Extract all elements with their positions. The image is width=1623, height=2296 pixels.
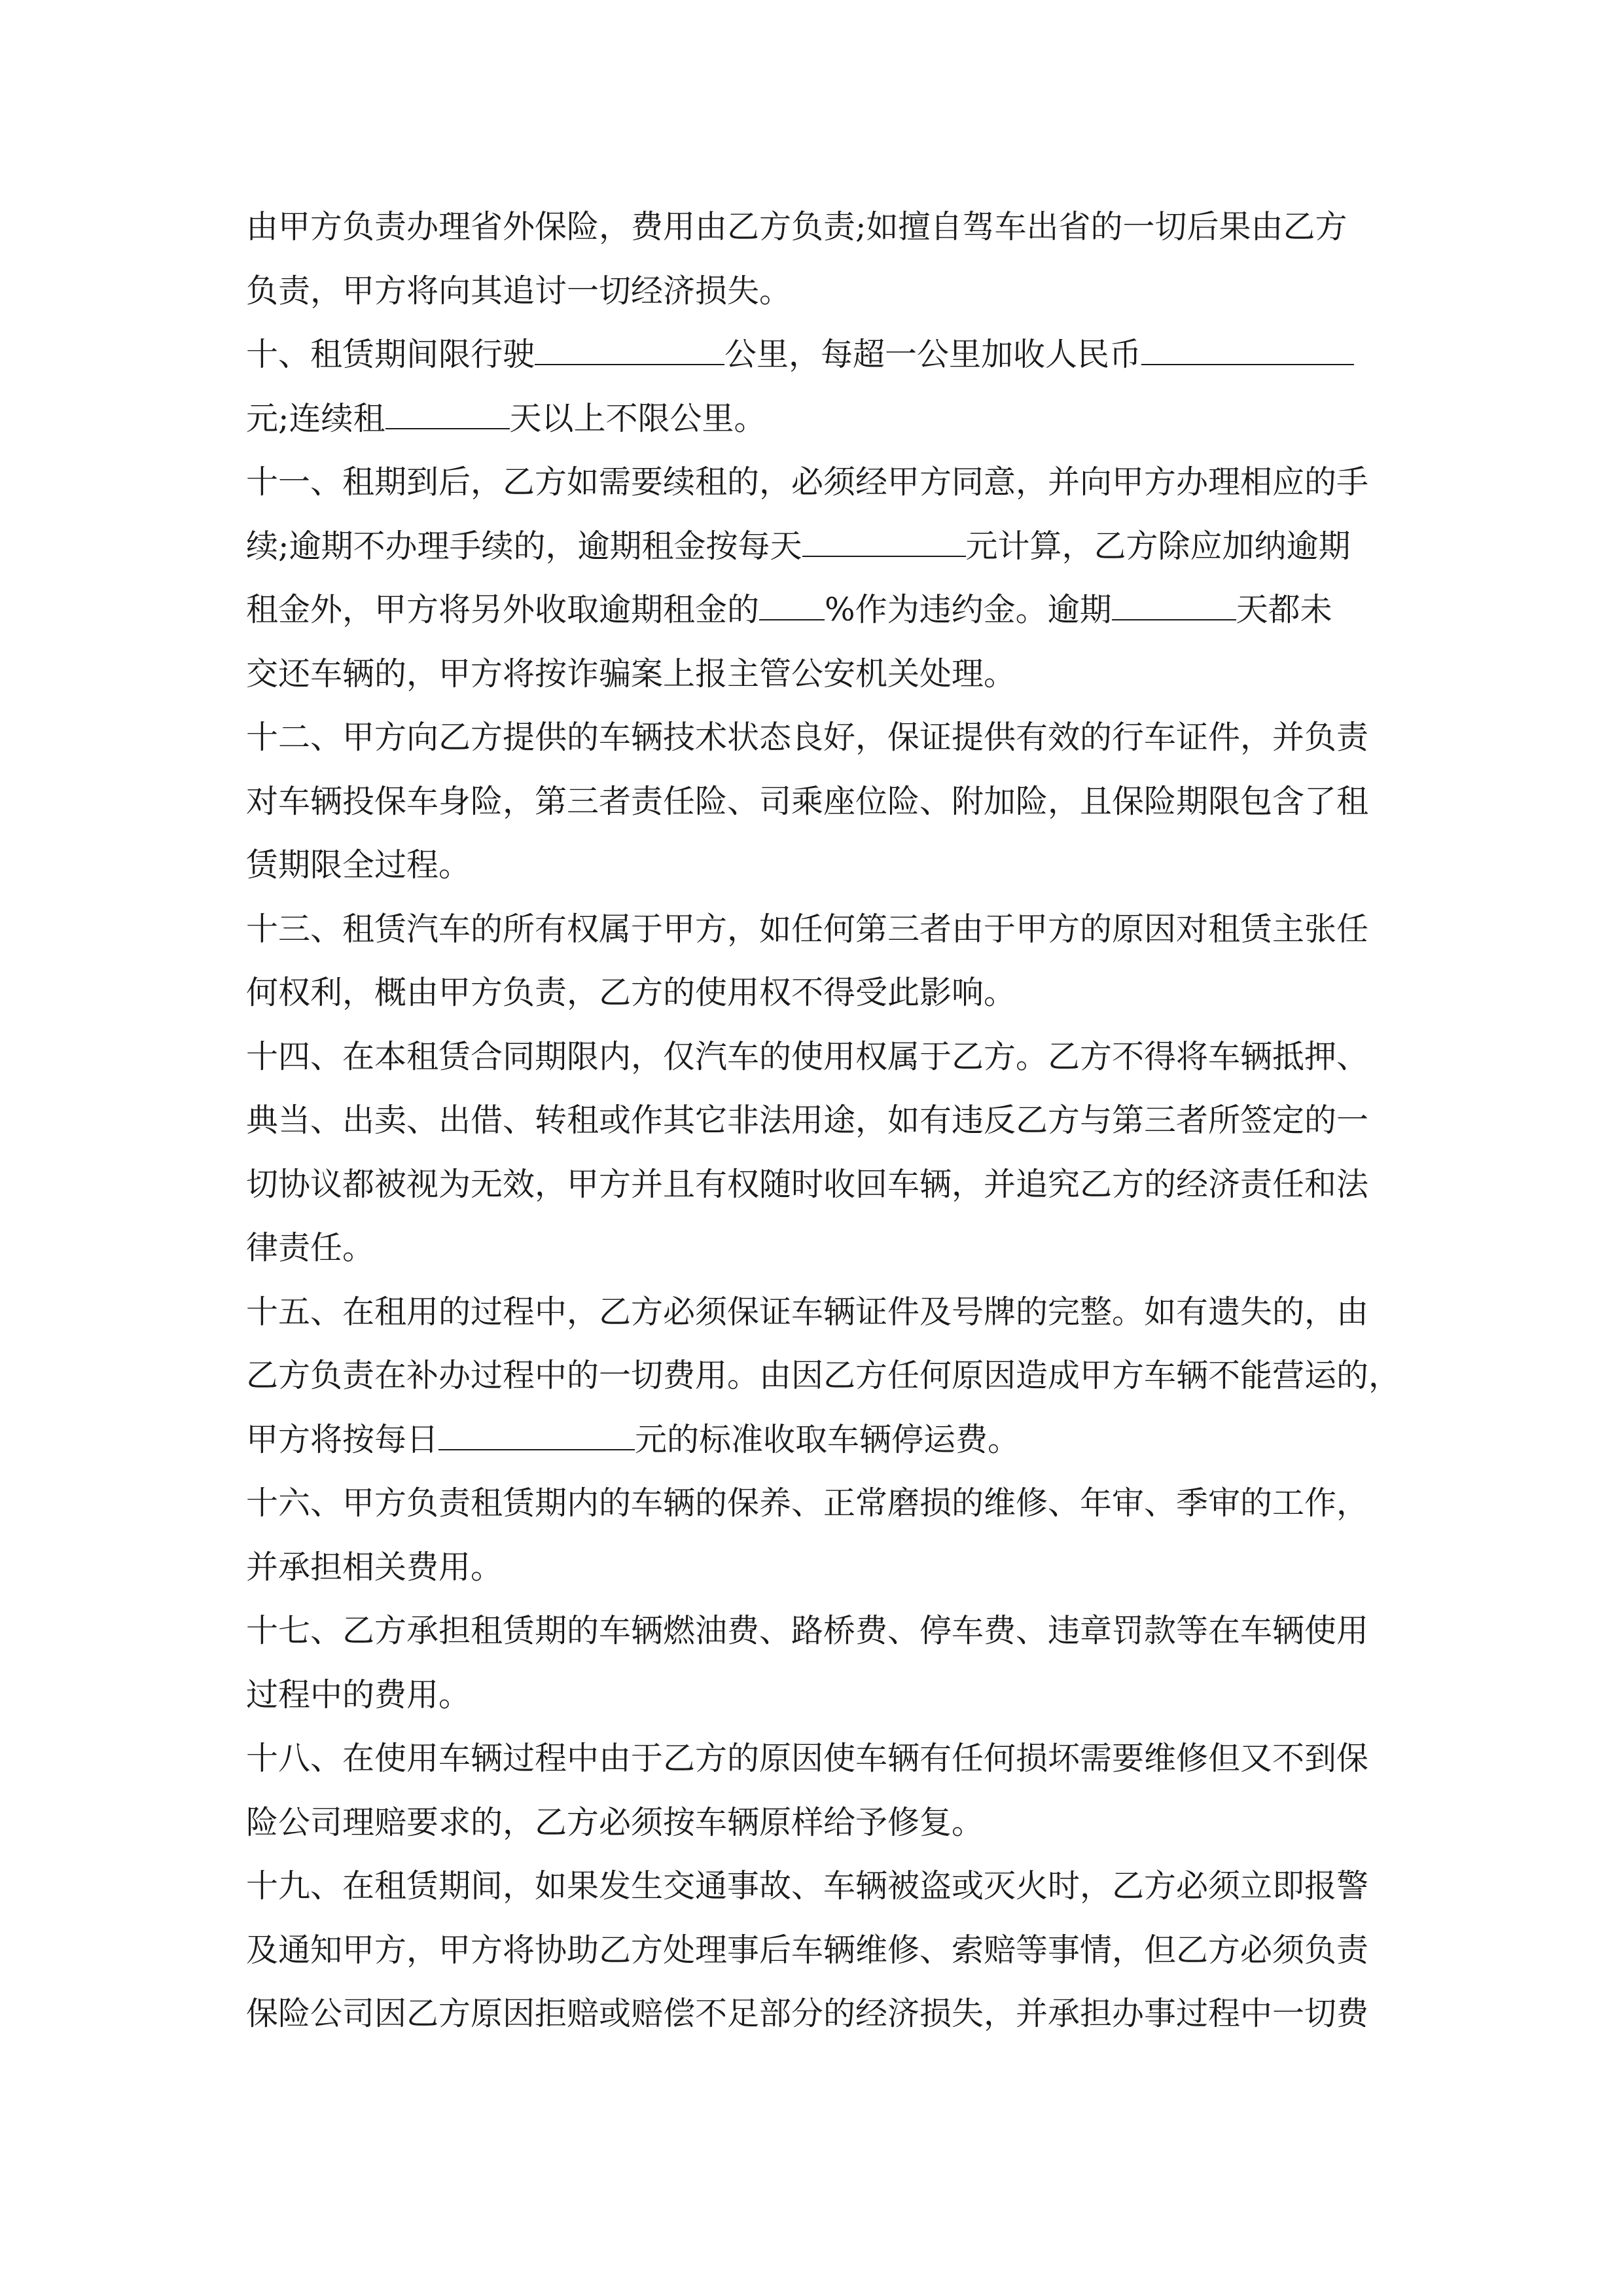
text-line: 租金外，甲方将另外收取逾期租金的 %作为违约金。逾期 天都未 [246, 591, 1332, 628]
text-line: 甲方将按每日 元的标准收取车辆停运费。 [246, 1420, 1020, 1458]
text-line: 并承担相关费用。 [246, 1548, 503, 1586]
fill-blank-daily-downtime-fee [438, 1423, 635, 1450]
fill-blank-extra-km-fee [1141, 338, 1354, 365]
text-line-clause-12: 十二、甲方向乙方提供的车辆技术状态良好，保证提供有效的行车证件，并负责 [246, 719, 1369, 756]
text-line-clause-15: 十五、在租用的过程中，乙方必须保证车辆证件及号牌的完整。如有遗失的，由 [246, 1293, 1369, 1331]
fill-blank-overdue-days [1112, 593, 1236, 620]
text-line: 赁期限全过程。 [246, 846, 471, 884]
text-line-clause-19: 十九、在租赁期间，如果发生交通事故、车辆被盗或灭火时，乙方必须立即报警 [246, 1867, 1369, 1905]
text-line: 续;逾期不办理手续的，逾期租金按每天 元计算，乙方除应加纳逾期 [246, 527, 1351, 565]
text-line: 及通知甲方，甲方将协助乙方处理事后车辆维修、索赔等事情，但乙方必须负责 [246, 1931, 1369, 1969]
text-line-clause-18: 十八、在使用车辆过程中由于乙方的原因使车辆有任何损坏需要维修但又不到保 [246, 1740, 1369, 1777]
text-line-clause-14: 十四、在本租赁合同期限内，仅汽车的使用权属于乙方。乙方不得将车辆抵押、 [246, 1037, 1369, 1075]
text-line-clause-11: 十一、租期到后，乙方如需要续租的，必须经甲方同意，并向甲方办理相应的手 [246, 463, 1369, 501]
text-line: 元;连续租 天以上不限公里。 [246, 399, 766, 437]
text-line: 典当、出卖、出借、转租或作其它非法用途，如有违反乙方与第三者所签定的一 [246, 1102, 1369, 1139]
text-line: 切协议都被视为无效，甲方并且有权随时收回车辆，并追究乙方的经济责任和法 [246, 1165, 1369, 1203]
fill-blank-continuous-days [385, 402, 510, 429]
text-line: 律责任。 [246, 1229, 375, 1266]
text-line: 何权利，概由甲方负责，乙方的使用权不得受此影响。 [246, 974, 1016, 1011]
text-line-clause-17: 十七、乙方承担租赁期的车辆燃油费、路桥费、停车费、违章罚款等在车辆使用 [246, 1612, 1369, 1649]
text-line: 由甲方负责办理省外保险，费用由乙方负责;如擅自驾车出省的一切后果由乙方 [246, 208, 1347, 245]
text-line: 保险公司因乙方原因拒赔或赔偿不足部分的经济损失，并承担办事过程中一切费 [246, 1995, 1369, 2032]
fill-blank-penalty-percent [759, 593, 825, 620]
text-line: 乙方负责在补办过程中的一切费用。由因乙方任何原因造成甲方车辆不能营运的， [246, 1357, 1401, 1394]
text-line: 过程中的费用。 [246, 1676, 471, 1713]
text-line-clause-16: 十六、甲方负责租赁期内的车辆的保养、正常磨损的维修、年审、季审的工作， [246, 1484, 1369, 1522]
contract-body [246, 195, 1411, 2046]
fill-blank-overdue-daily-rent [802, 529, 966, 557]
text-line: 险公司理赔要求的，乙方必须按车辆原样给予修复。 [246, 1803, 984, 1841]
fill-blank-km-limit [535, 338, 724, 365]
text-line: 对车辆投保车身险，第三者责任险、司乘座位险、附加险，且保险期限包含了租 [246, 782, 1369, 820]
text-line: 负责，甲方将向其追讨一切经济损失。 [246, 272, 792, 310]
text-line: 交还车辆的，甲方将按诈骗案上报主管公安机关处理。 [246, 655, 1016, 692]
text-line-clause-13: 十三、租赁汽车的所有权属于甲方，如任何第三者由于甲方的原因对租赁主张任 [246, 910, 1369, 948]
text-line-clause-10: 十、租赁期间限行驶 公里，每超一公里加收人民币 [246, 323, 1411, 387]
